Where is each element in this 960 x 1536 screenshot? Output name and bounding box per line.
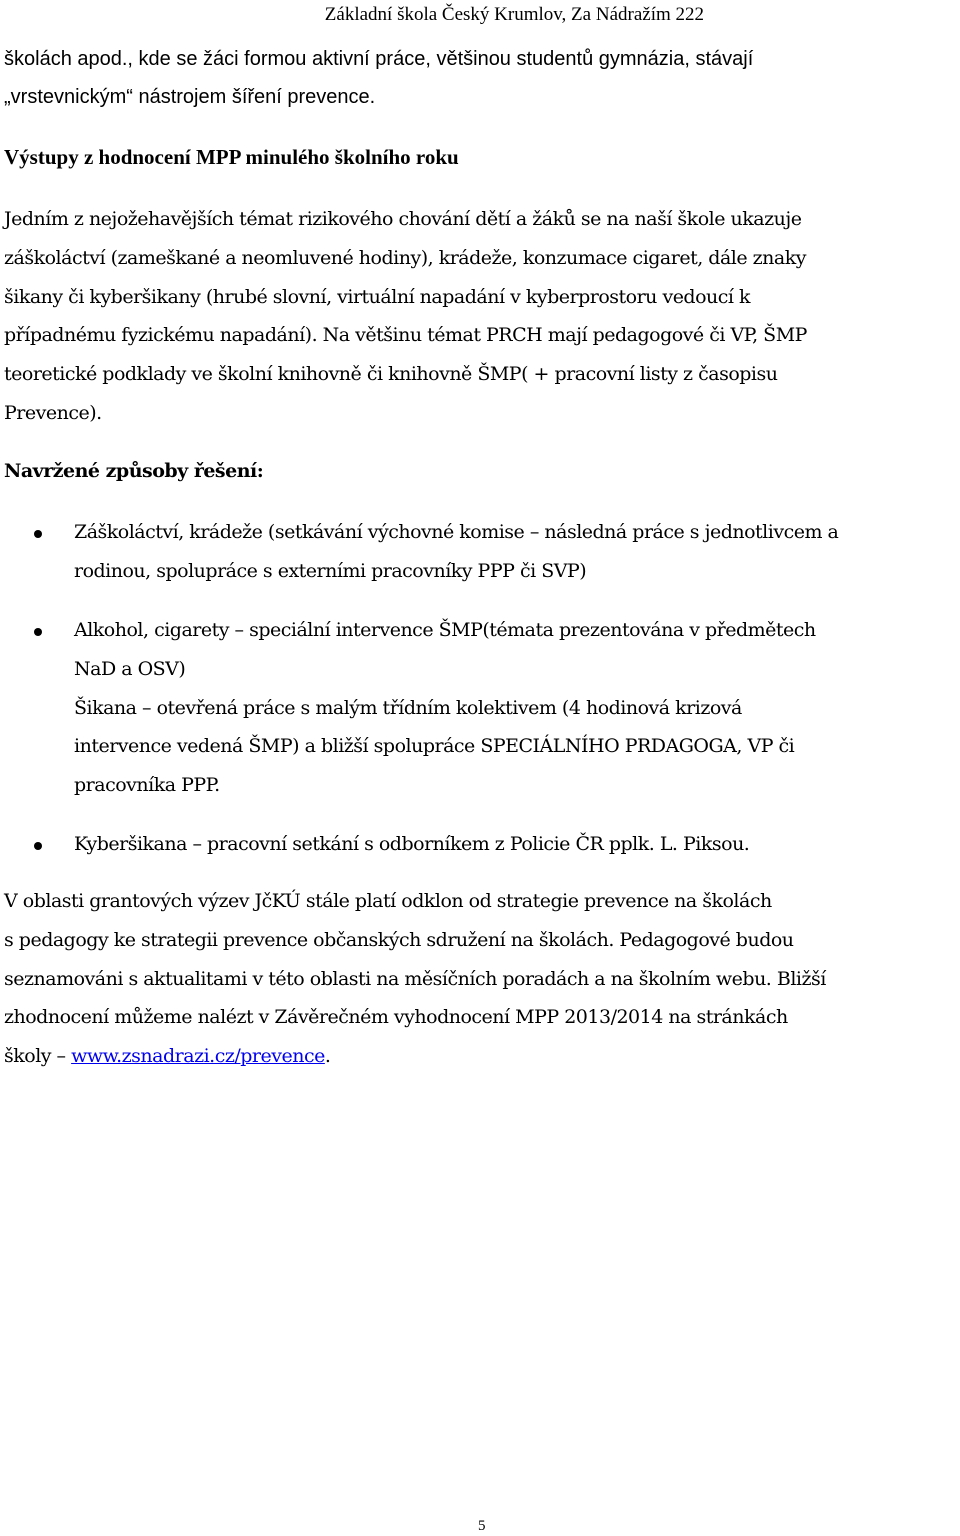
bullet-dot-icon [34,530,42,538]
paragraph-line-last [4,1037,826,1076]
page-header-school: Základní škola Český Krumlov, Za Nádražím 222 [324,4,704,25]
closing-paragraph [4,882,826,1076]
intro-paragraph [4,40,753,116]
bullet-line: Záškoláctví, krádeže (setkávání výchovné komise – následná práce s jednotlivcem a [74,521,839,543]
paragraph-line: teoretické podklady ve školní knihovně či knihovně ŠMP( + pracovní listy z časopisu [4,363,778,386]
last-line-suffix: . [324,1045,331,1068]
section-heading-outputs: Výstupy z hodnocení MPP minulého školního roku [4,145,459,169]
bullet-line: intervence vedená ŠMP) a bližší spolupráce SPECIÁLNÍHO PRDAGOGA, VP či [74,735,795,758]
outputs-paragraph [4,200,807,433]
bullet-line: rodinou, spolupráce s externími pracovníky PPP či SVP) [74,559,587,582]
paragraph-line: případnému fyzickému napadání). Na většinu témat PRCH mají pedagogové či VP, ŠMP [4,324,807,347]
paragraph-line: seznamováni s aktualitami v této oblasti na měsíčních poradách a na školním webu. Bližší [4,967,826,990]
last-line-prefix: školy – [4,1045,72,1068]
bullet-line: NaD a OSV) [74,657,186,680]
paragraph-line: Prevence). [4,401,102,424]
paragraph-line: zhodnocení můžeme nalézt v Závěrečném vyhodnocení MPP 2013/2014 na stránkách [4,1006,788,1029]
section-heading-solutions: Navržené způsoby řešení: [4,460,264,482]
paragraph-line: Jedním z nejožehavějších témat rizikového chování dětí a žáků se na naší škole ukazuje [4,208,802,230]
bullet-item-truancy [74,513,838,591]
bullet-line: Alkohol, cigarety – speciální intervence ŠMP(témata prezentována v předmětech [74,619,816,641]
bullet-item-alcohol-bullying [74,611,816,805]
paragraph-line: záškoláctví (zameškané a neomluvené hodiny), krádeže, konzumace cigaret, dále znaky [4,246,806,269]
bullet-line: Kyberšikana – pracovní setkání s odborníkem z Policie ČR pplk. L. Piksou. [74,833,750,855]
prevence-link[interactable]: www.zsnadrazi.cz/prevence [71,1045,325,1068]
bullet-item-cyberbullying [74,825,749,864]
bullet-line: Šikana – otevřená práce s malým třídním kolektivem (4 hodinová krizová [74,696,742,719]
page-number: 5 [478,1518,486,1534]
paragraph-line: s pedagogy ke strategii prevence občanských sdružení na školách. Pedagogové budou [4,928,794,951]
paragraph-line: V oblasti grantových výzev JčKÚ stále platí odklon od strategie prevence na školách [4,890,772,912]
bullet-dot-icon [34,628,42,636]
bullet-line: pracovníka PPP. [74,774,220,797]
bullet-dot-icon [34,842,42,850]
paragraph-line: šikany či kyberšikany (hrubé slovní, virtuální napadání v kyberprostoru vedoucí k [4,285,751,308]
intro-line: školách apod., kde se žáci formou aktivní práce, většinou studentů gymnázia, stávají [4,48,754,70]
intro-line: „vrstevnickým“ nástrojem šíření prevence. [4,86,376,108]
